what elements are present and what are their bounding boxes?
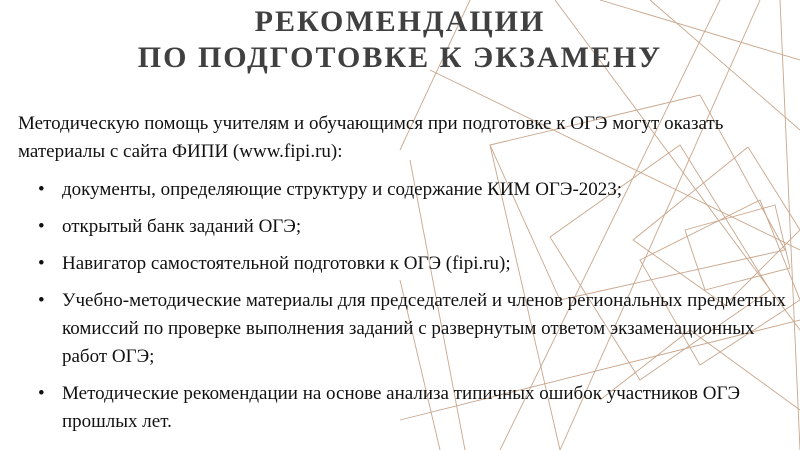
intro-paragraph: Методическую помощь учителям и обучающимся при подготовке к ОГЭ могут оказать материалы с сайта ФИПИ (www.fipi.ru): (18, 113, 724, 162)
list-item (18, 176, 788, 204)
list-item-text: Навигатор самостоятельной подготовки к ОГЭ (fipi.ru); (62, 253, 511, 274)
list-item-text: Методические рекомендации на основе анализа типичных ошибок участников ОГЭ прошлых лет. (62, 383, 741, 432)
list-item (18, 250, 788, 278)
bullet-icon: • (38, 216, 45, 237)
recommendation-list (18, 176, 788, 436)
list-item-text: открытый банк заданий ОГЭ; (62, 216, 302, 237)
list-item (18, 213, 788, 241)
list-item (18, 287, 788, 371)
bullet-icon: • (38, 290, 45, 311)
bullet-icon: • (38, 179, 45, 200)
bullet-icon: • (38, 253, 45, 274)
list-item (18, 380, 788, 436)
slide-title-line-2: ПО ПОДГОТОВКЕ К ЭКЗАМЕНУ (137, 41, 663, 74)
slide-body (18, 110, 788, 445)
slide-title-line-1: РЕКОМЕНДАЦИИ (254, 5, 546, 38)
bullet-icon: • (38, 383, 45, 404)
list-item-text: документы, определяющие структуру и содержание КИМ ОГЭ-2023; (62, 179, 623, 200)
list-item-text: Учебно-методические материалы для председателей и членов региональных предметных комиссий по проверке выполнения заданий с развернутым ответом экзаменационных работ ОГЭ; (62, 290, 786, 367)
